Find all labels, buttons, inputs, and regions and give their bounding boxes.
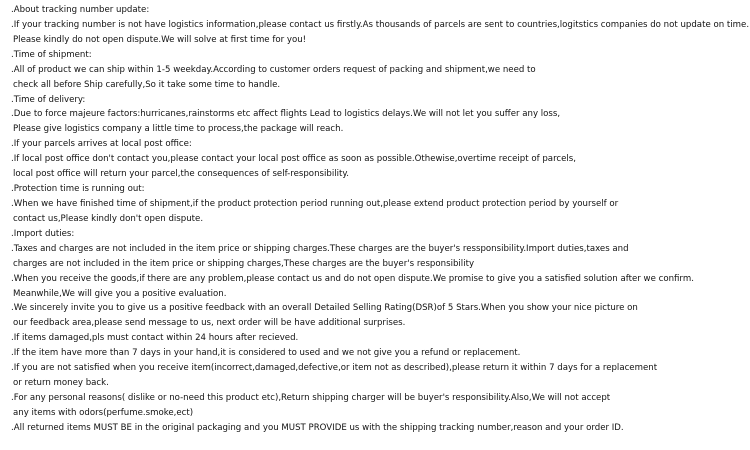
line-feedback-area: our feedback area,please send message to us, next order will be have additional surprises.: [13, 318, 406, 329]
line-not-satisfied: .If you are not satisfied when you receive item(incorrect,damaged,defective,or item not as described),please return it within 7 days for a replacement: [11, 363, 658, 374]
line-personal-reasons: .For any personal reasons( dislike or no-need this product etc),Return shipping charger will be buyer's responsibility.Also,We will not accept: [11, 392, 611, 403]
line-post-office-contact: .If local post office don't contact you,please contact your local post office as soon as possible.Othewise,overtime receipt of parcels,: [11, 154, 577, 165]
line-positive-evaluation: Meanwhile,We will give you a positive evaluation.: [13, 288, 227, 299]
line-delivery-heading: .Time of delivery:: [11, 94, 86, 105]
line-post-office-return: local post office will return your parcel,the consequences of self-responsibility.: [13, 169, 349, 180]
line-protection-heading: .Protection time is running out:: [11, 184, 145, 195]
line-delivery-force-majeure: .Due to force majeure factors:hurricanes,rainstorms etc affect flights Lead to logistics delays.We will not let you suffer any loss,: [11, 109, 561, 120]
line-tracking-dispute: Please kindly do not open dispute.We will solve at first time for you!: [13, 34, 307, 45]
line-seven-days-used: .If the item have more than 7 days in your hand,it is considered to used and we not give you a refund or replacement.: [11, 348, 521, 359]
line-shipment-weekday: .All of product we can ship within 1-5 weekday.According to customer orders request of packing and shipment,we need to: [11, 64, 536, 75]
line-protection-contact: contact us,Please kindly don't open dispute.: [13, 213, 204, 224]
line-post-office-heading: .If your parcels arrives at local post office:: [11, 139, 192, 150]
line-odors: any items with odors(perfume.smoke,ect): [13, 407, 194, 418]
line-delivery-patience: Please give logistics company a little time to process,the package will reach.: [13, 124, 344, 135]
line-import-taxes: .Taxes and charges are not included in the item price or shipping charges.These charges are the buyer's ressponsibility.Import duties,taxes and: [11, 243, 629, 254]
line-tracking-info: .If your tracking number is not have logistics information,please contact us firstly.As thousands of parcels are sent to countries,logitstics companies do not update on time.: [11, 19, 750, 30]
line-return-money: or return money back.: [13, 378, 109, 389]
line-damaged-items: .If items damaged,pls must contact within 24 hours after recieved.: [11, 333, 299, 344]
line-about-tracking-heading: .About tracking number update:: [11, 5, 150, 15]
line-shipment-check: check all before Ship carefully,So it take some time to handle.: [13, 79, 281, 90]
line-returned-packaging: .All returned items MUST BE in the original packaging and you MUST PROVIDE us with the shipping tracking number,reason and your order ID.: [11, 422, 624, 433]
line-feedback-invite: .We sincerely invite you to give us a positive feedback with an overall Detailed Selling Rating(DSR)of 5 Stars.When you show your nice picture on: [11, 303, 638, 314]
line-import-heading: .Import duties:: [11, 228, 75, 239]
line-receive-goods: .When you receive the goods,if there are any problem,please contact us and do not open dispute.We promise to give you a satisfied solution after we confirm.: [11, 273, 694, 284]
line-import-charges: charges are not included in the item price or shipping charges,These charges are the buyer's responsibility: [13, 258, 475, 269]
line-shipment-heading: .Time of shipment:: [11, 49, 92, 60]
line-protection-extend: .When we have finished time of shipment,if the product protection period running out,please extend product protection period by yourself or: [11, 198, 619, 209]
